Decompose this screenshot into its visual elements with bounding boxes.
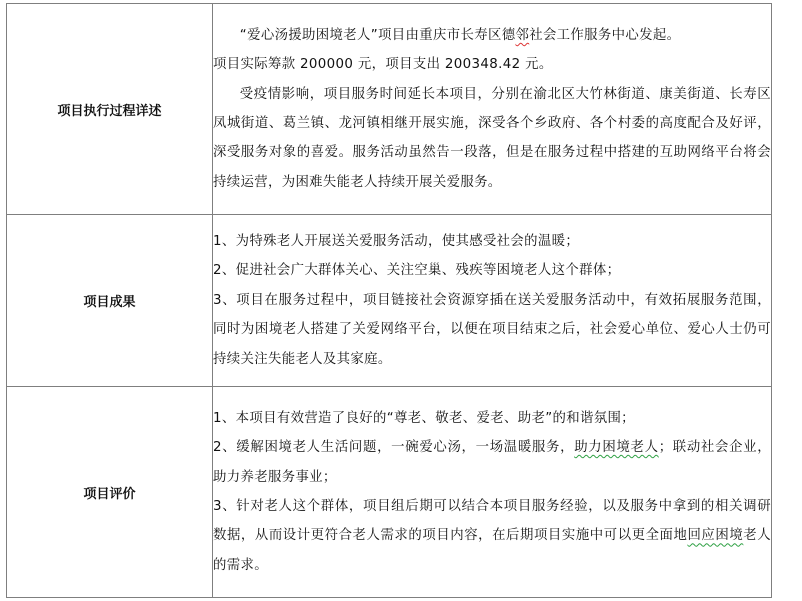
paragraph-text: 受疫情影响，项目服务时间延长本项目，分别在渝北区大竹林街道、康美街道、长寿区凤城街道、葛兰镇、龙河镇相继开展实施，深受各个乡政府、各个村委的高度配合及好评，深受服务对象的喜爱。服务活动虽然告一段落，但是在服务过程中搭建的互助网络平台将会持续运营，为困难失能老人持续开展关爱服务。 bbox=[213, 86, 771, 190]
project-summary-table bbox=[6, 3, 772, 598]
paragraph bbox=[213, 50, 771, 79]
paragraph-text: 3、针对老人这个群体，项目组后期可以结合本项目服务经验，以及服务中拿到的相关调研数据，从而设计更符合老人需求的项目内容，在后期项目实施中可以更全面地 bbox=[213, 499, 771, 544]
table-row-execution bbox=[7, 4, 772, 215]
paragraph-text: 2、促进社会广大群体关心、关注空巢、残疾等困境老人这个群体； bbox=[213, 263, 621, 279]
paragraph bbox=[213, 256, 771, 285]
row-label-execution: 项目执行过程详述 bbox=[7, 4, 213, 215]
paragraph bbox=[213, 227, 771, 256]
paragraph bbox=[213, 21, 771, 50]
paragraph-text: 2、缓解困境老人生活问题，一碗爱心汤，一场温暖服务， bbox=[213, 440, 575, 456]
row-label-evaluation: 项目评价 bbox=[7, 387, 213, 598]
paragraph-text: ；联动社会企业，助力养老服务事业； bbox=[213, 440, 771, 485]
paragraph-text: 1、为特殊老人开展送关爱服务活动，使其感受社会的温暖； bbox=[213, 233, 580, 249]
paragraph-text: 3、项目在服务过程中，项目链接社会资源穿插在送关爱服务活动中，有效拓展服务范围，同时为困境老人搭建了关爱网络平台，以便在项目结束之后，社会爱心单位、爱心人士仍可持续关注失能老人及其家庭。 bbox=[213, 292, 771, 367]
paragraph-text: 项目实际筹款 200000 元，项目支出 200348.42 元。 bbox=[213, 57, 553, 73]
paragraph bbox=[213, 404, 771, 433]
grammar-mark: 助力困境老人 bbox=[574, 440, 659, 456]
paragraph-text: “爱心汤援助困境老人”项目由重庆市长寿区德 bbox=[239, 27, 516, 43]
paragraph bbox=[213, 492, 771, 580]
paragraph bbox=[213, 433, 771, 492]
table-row-evaluation bbox=[7, 387, 772, 598]
row-content-execution bbox=[213, 4, 772, 215]
paragraph-text: 社会工作服务中心发起。 bbox=[529, 27, 681, 43]
paragraph-text: 1、本项目有效营造了良好的“尊老、敬老、爱老、助老”的和谐氛围； bbox=[213, 410, 635, 426]
paragraph-text: 老人的需求。 bbox=[213, 528, 771, 573]
grammar-mark: 回应困境 bbox=[687, 528, 744, 544]
row-content-results bbox=[213, 215, 772, 387]
table-row-results bbox=[7, 215, 772, 387]
spellcheck-mark: 邻 bbox=[515, 27, 530, 43]
row-content-evaluation bbox=[213, 387, 772, 598]
paragraph bbox=[213, 80, 771, 198]
paragraph bbox=[213, 286, 771, 374]
row-label-results: 项目成果 bbox=[7, 215, 213, 387]
